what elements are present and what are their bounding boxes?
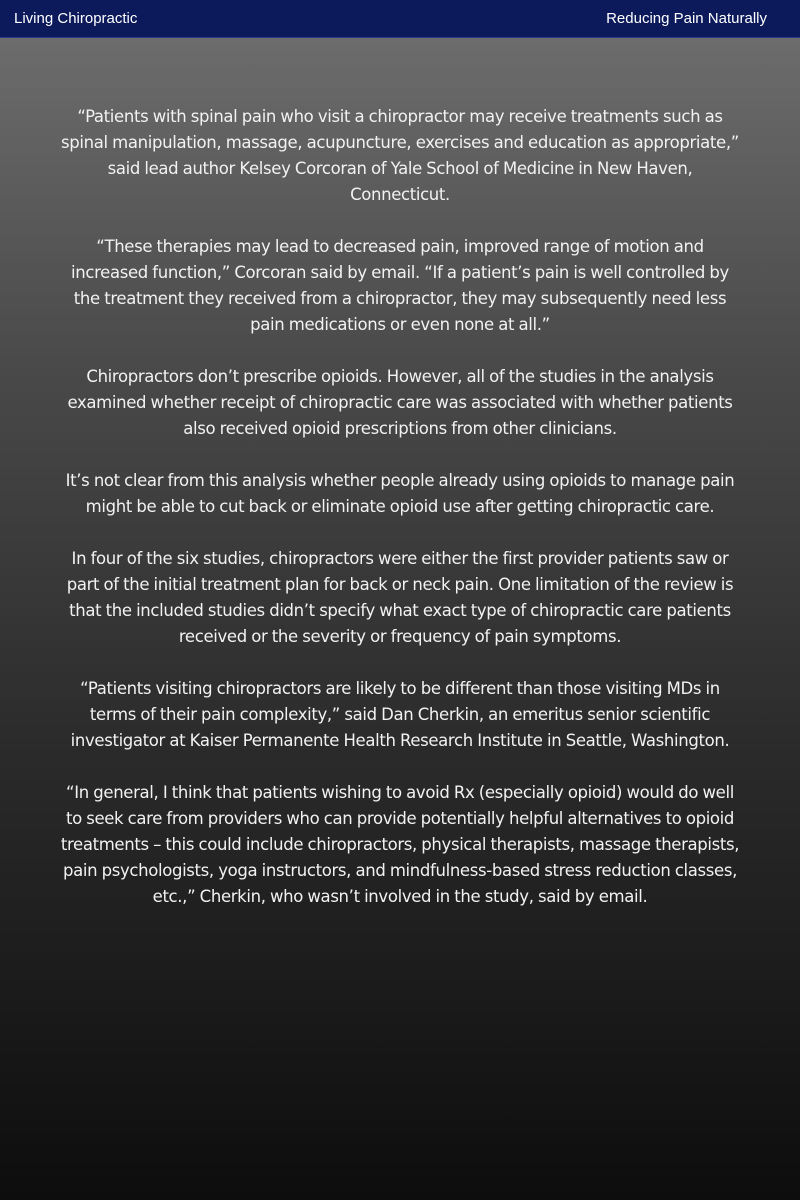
article-body <box>60 104 740 936</box>
paragraph-7: “In general, I think that patients wishing to avoid Rx (especially opioid) would do well to seek care from providers who can provide potentially helpful alternatives to opioid treatments – this could include chiropractors, physical therapists, massage therapists, pain psychologists, yoga instructors, and mindfulness-based stress reduction classes, etc.,” Cherkin, who wasn’t involved in the study, said by email. <box>60 783 740 906</box>
header-bar <box>0 0 800 38</box>
paragraph-2: “These therapies may lead to decreased pain, improved range of motion and increased function,” Corcoran said by email. “If a patient’s pain is well controlled by the treatment they received from a chiropractor, they may subsequently need less pain medications or even none at all.” <box>71 237 729 334</box>
site-tagline: Reducing Pain Naturally <box>606 10 767 27</box>
paragraph-5: In four of the six studies, chiropractors were either the first provider patients saw or part of the initial treatment plan for back or neck pain. One limitation of the review is that the included studies didn’t specify what exact type of chiropractic care patients received or the severity or frequency of pain symptoms. <box>66 549 734 646</box>
paragraph-1: “Patients with spinal pain who visit a chiropractor may receive treatments such as spinal manipulation, massage, acupuncture, exercises and education as appropriate,” said lead author Kelsey Corcoran of Yale School of Medicine in New Haven, Connecticut. <box>61 107 739 204</box>
paragraph-4: It’s not clear from this analysis whether people already using opioids to manage pain might be able to cut back or eliminate opioid use after getting chiropractic care. <box>65 471 735 516</box>
paragraph-3: Chiropractors don’t prescribe opioids. However, all of the studies in the analysis examined whether receipt of chiropractic care was associated with whether patients also received opioid prescriptions from other clinicians. <box>67 367 733 438</box>
paragraph-6: “Patients visiting chiropractors are likely to be different than those visiting MDs in terms of their pain complexity,” said Dan Cherkin, an emeritus senior scientific investigator at Kaiser Permanente Health Research Institute in Seattle, Washington. <box>70 679 730 750</box>
site-title: Living Chiropractic <box>14 10 138 27</box>
